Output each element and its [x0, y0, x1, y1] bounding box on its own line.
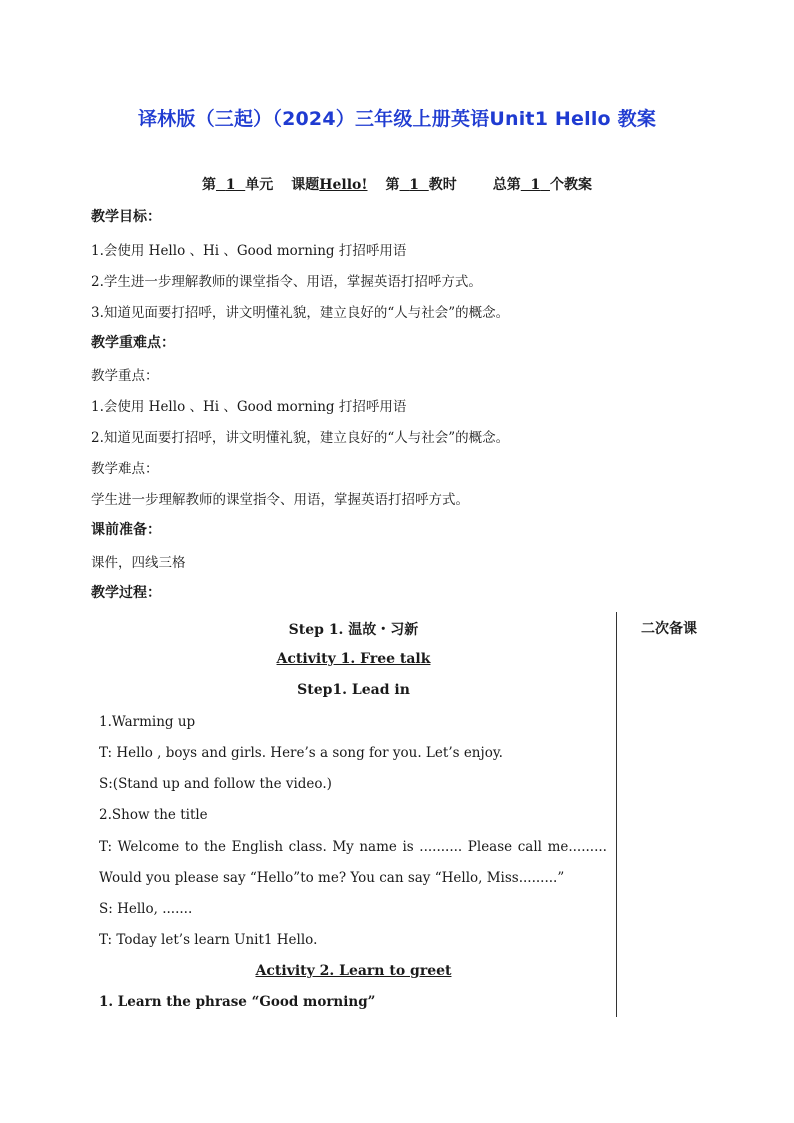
warming-up-line: 1.Warming up [99, 714, 196, 730]
total-suffix: 个教案 [550, 177, 592, 193]
preparation-heading: 课前准备： [91, 522, 161, 538]
topic-value: Hello! [319, 177, 368, 193]
focus-item: 2.知道见面要打招呼，讲文明懂礼貌，建立良好的“人与社会”的概念。 [91, 430, 510, 446]
student-hello-line: S: Hello, ....... [99, 901, 193, 917]
objective-item: 3.知道见面要打招呼，讲文明懂礼貌，建立良好的“人与社会”的概念。 [91, 305, 510, 321]
teacher-welcome-line: T: Welcome to the English class. My name is .......... Please call me......... [99, 839, 607, 855]
unit-prefix: 第 [201, 177, 216, 193]
period-number: 1 [409, 177, 419, 193]
total-number: 1 [530, 177, 541, 193]
teacher-request-line: Would you please say “Hello”to me? You can say “Hello, Miss.........” [99, 870, 565, 886]
teacher-line: T: Hello , boys and girls. Here’s a song for you. Let’s enjoy. [99, 745, 503, 761]
difficulty-text: 学生进一步理解教师的课堂指令、用语，掌握英语打招呼方式。 [91, 492, 469, 508]
lead-in-heading: Step1. Lead in [297, 682, 410, 698]
objective-item: 1.会使用 Hello 、Hi 、Good morning 打招呼用语 [91, 243, 407, 259]
topic-label: 课题 [291, 177, 320, 193]
student-line: S:(Stand up and follow the video.) [99, 776, 332, 792]
unit-number: 1 [225, 177, 236, 193]
activity1-heading: Activity 1. Free talk [276, 651, 431, 667]
show-title-line: 2.Show the title [99, 807, 208, 823]
focus-item: 1.会使用 Hello 、Hi 、Good morning 打招呼用语 [91, 399, 407, 415]
preparation-text: 课件，四线三格 [91, 555, 186, 571]
step1-heading: Step 1. 温故・习新 [288, 622, 419, 638]
lesson-info-line [0, 174, 794, 194]
difficulty-label: 教学难点： [91, 461, 159, 477]
key-points-heading: 教学重难点： [91, 335, 175, 351]
document-title: 译林版（三起）（2024）三年级上册英语Unit1 Hello 教案 [137, 108, 657, 130]
objectives-heading: 教学目标： [91, 209, 161, 225]
second-prep-heading: 二次备课 [641, 621, 697, 637]
unit-suffix: 单元 [245, 177, 274, 193]
process-heading: 教学过程： [91, 585, 161, 601]
focus-label: 教学重点： [91, 368, 159, 384]
total-prefix: 总第 [492, 177, 521, 193]
period-prefix: 第 [385, 177, 400, 193]
teacher-today-line: T: Today let’s learn Unit1 Hello. [99, 932, 318, 948]
column-divider [616, 612, 617, 1017]
activity2-heading: Activity 2. Learn to greet [255, 963, 452, 979]
objective-item: 2.学生进一步理解教师的课堂指令、用语，掌握英语打招呼方式。 [91, 274, 482, 290]
learn-phrase-heading: 1. Learn the phrase “Good morning” [99, 994, 376, 1010]
period-suffix: 教时 [428, 177, 457, 193]
